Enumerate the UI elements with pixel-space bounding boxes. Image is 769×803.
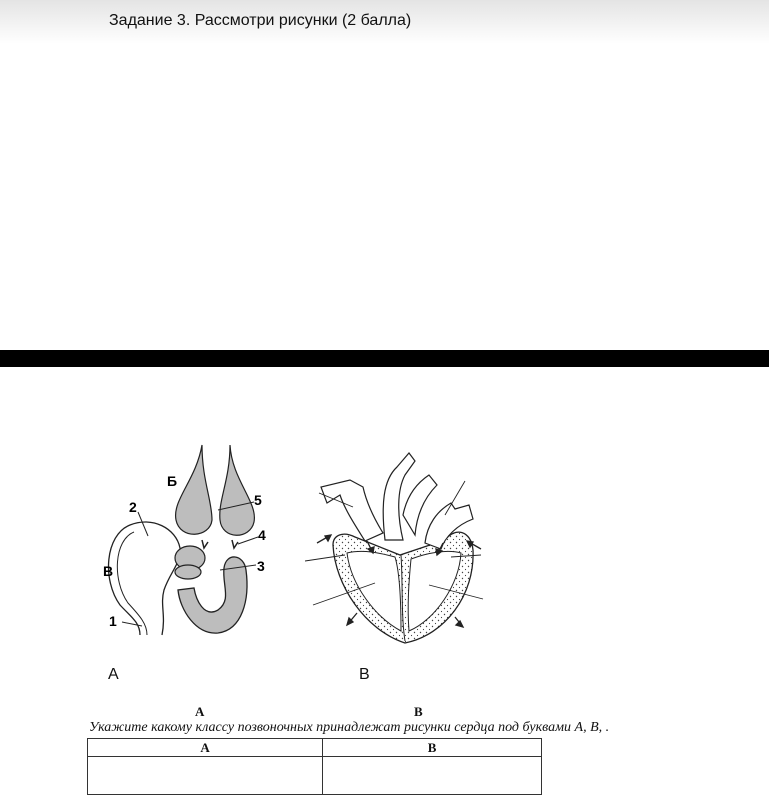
figure-b-letter: В	[359, 666, 370, 683]
label-part-b: Б	[167, 473, 178, 489]
label-1: 1	[109, 613, 117, 629]
answer-table-row	[88, 757, 542, 795]
pointer-1	[122, 622, 142, 626]
heart-figure-b	[305, 445, 495, 650]
label-5: 5	[254, 492, 262, 508]
sinus-inner-line	[117, 532, 147, 635]
pointer-2	[138, 512, 148, 536]
vessel-left	[176, 445, 212, 534]
vessel-right	[220, 445, 255, 535]
pointer-4	[238, 537, 258, 544]
valve-right	[232, 540, 238, 548]
figure-a-letter: А	[108, 666, 119, 683]
header-a: А	[88, 739, 323, 757]
label-3: 3	[257, 558, 265, 574]
vessel-upper-left	[321, 480, 383, 541]
atrium-lower	[175, 565, 201, 579]
question-text: Укажите какому классу позвоночных принадлежат рисунки сердца под буквами А, В, .	[89, 720, 610, 735]
valve-left	[202, 540, 208, 548]
header-b: В	[323, 739, 542, 757]
caption-b: В	[414, 704, 423, 719]
caption-a: А	[195, 704, 205, 719]
answer-cell-b[interactable]	[323, 757, 542, 795]
answer-table-header-row	[88, 739, 542, 757]
answer-table	[87, 738, 542, 795]
answer-cell-a[interactable]	[88, 757, 323, 795]
task-title: Задание 3. Рассмотри рисунки (2 балла)	[109, 12, 412, 29]
edge-letter: В	[103, 563, 114, 579]
label-4: 4	[258, 527, 266, 543]
sinus-chamber	[109, 522, 181, 635]
black-divider-bar	[0, 350, 769, 367]
heart-figure-a	[100, 440, 290, 640]
label-2: 2	[129, 499, 137, 515]
